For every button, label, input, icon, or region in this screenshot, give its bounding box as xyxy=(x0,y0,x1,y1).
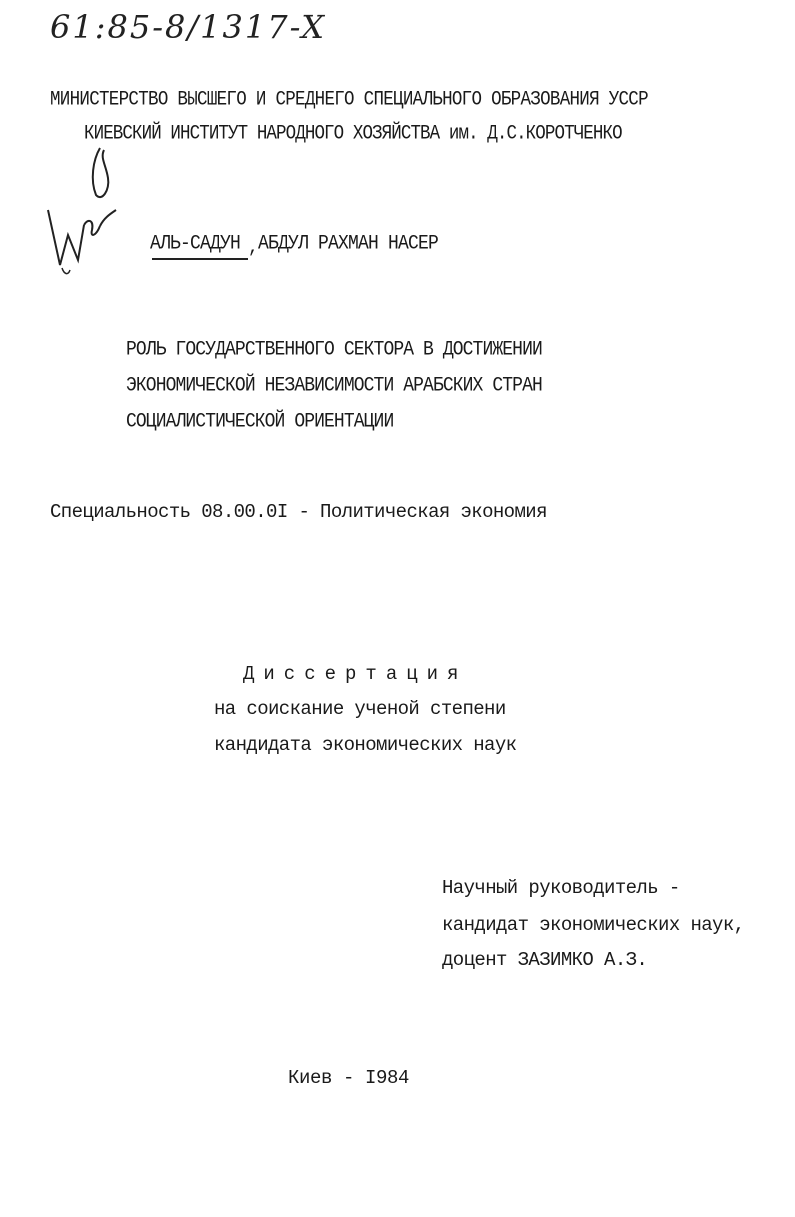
title-line-3: СОЦИАЛИСТИЧЕСКОЙ ОРИЕНТАЦИИ xyxy=(126,410,394,434)
place-year: Киев - I984 xyxy=(288,1067,410,1089)
institute-line: КИЕВСКИЙ ИНСТИТУТ НАРОДНОГО ХОЗЯЙСТВА им. Д.С.КОРОТЧЕНКО xyxy=(84,122,622,146)
dissertation-degree-line-1: на соискание ученой степени xyxy=(214,698,506,720)
supervisor-line-2: кандидат экономических наук, xyxy=(442,914,745,936)
title-line-2: ЭКОНОМИЧЕСКОЙ НЕЗАВИСИМОСТИ АРАБСКИХ СТРАН xyxy=(126,374,542,398)
author-comma: , xyxy=(248,238,259,258)
author-given-names: АБДУЛ РАХМАН НАСЕР xyxy=(258,232,439,256)
dissertation-heading: Диссертация xyxy=(243,663,468,685)
archive-handwritten-mark: 61:85-8/1317-X xyxy=(50,8,327,46)
supervisor-line-1: Научный руководитель - xyxy=(442,877,680,899)
title-line-1: РОЛЬ ГОСУДАРСТВЕННОГО СЕКТОРА В ДОСТИЖЕНИИ xyxy=(126,338,542,362)
author-surname-underline xyxy=(152,258,248,260)
supervisor-line-3: доцент ЗАЗИМКО А.З. xyxy=(442,949,648,971)
dissertation-degree-line-2: кандидата экономических наук xyxy=(214,734,517,756)
ministry-line: МИНИСТЕРСТВО ВЫСШЕГО И СРЕДНЕГО СПЕЦИАЛЬНОГО ОБРАЗОВАНИЯ УССР xyxy=(50,88,648,112)
author-surname: АЛЬ-САДУН xyxy=(150,232,241,256)
specialty-line: Специальность 08.00.0I - Политическая экономия xyxy=(50,501,547,523)
handwritten-signature xyxy=(38,140,128,280)
